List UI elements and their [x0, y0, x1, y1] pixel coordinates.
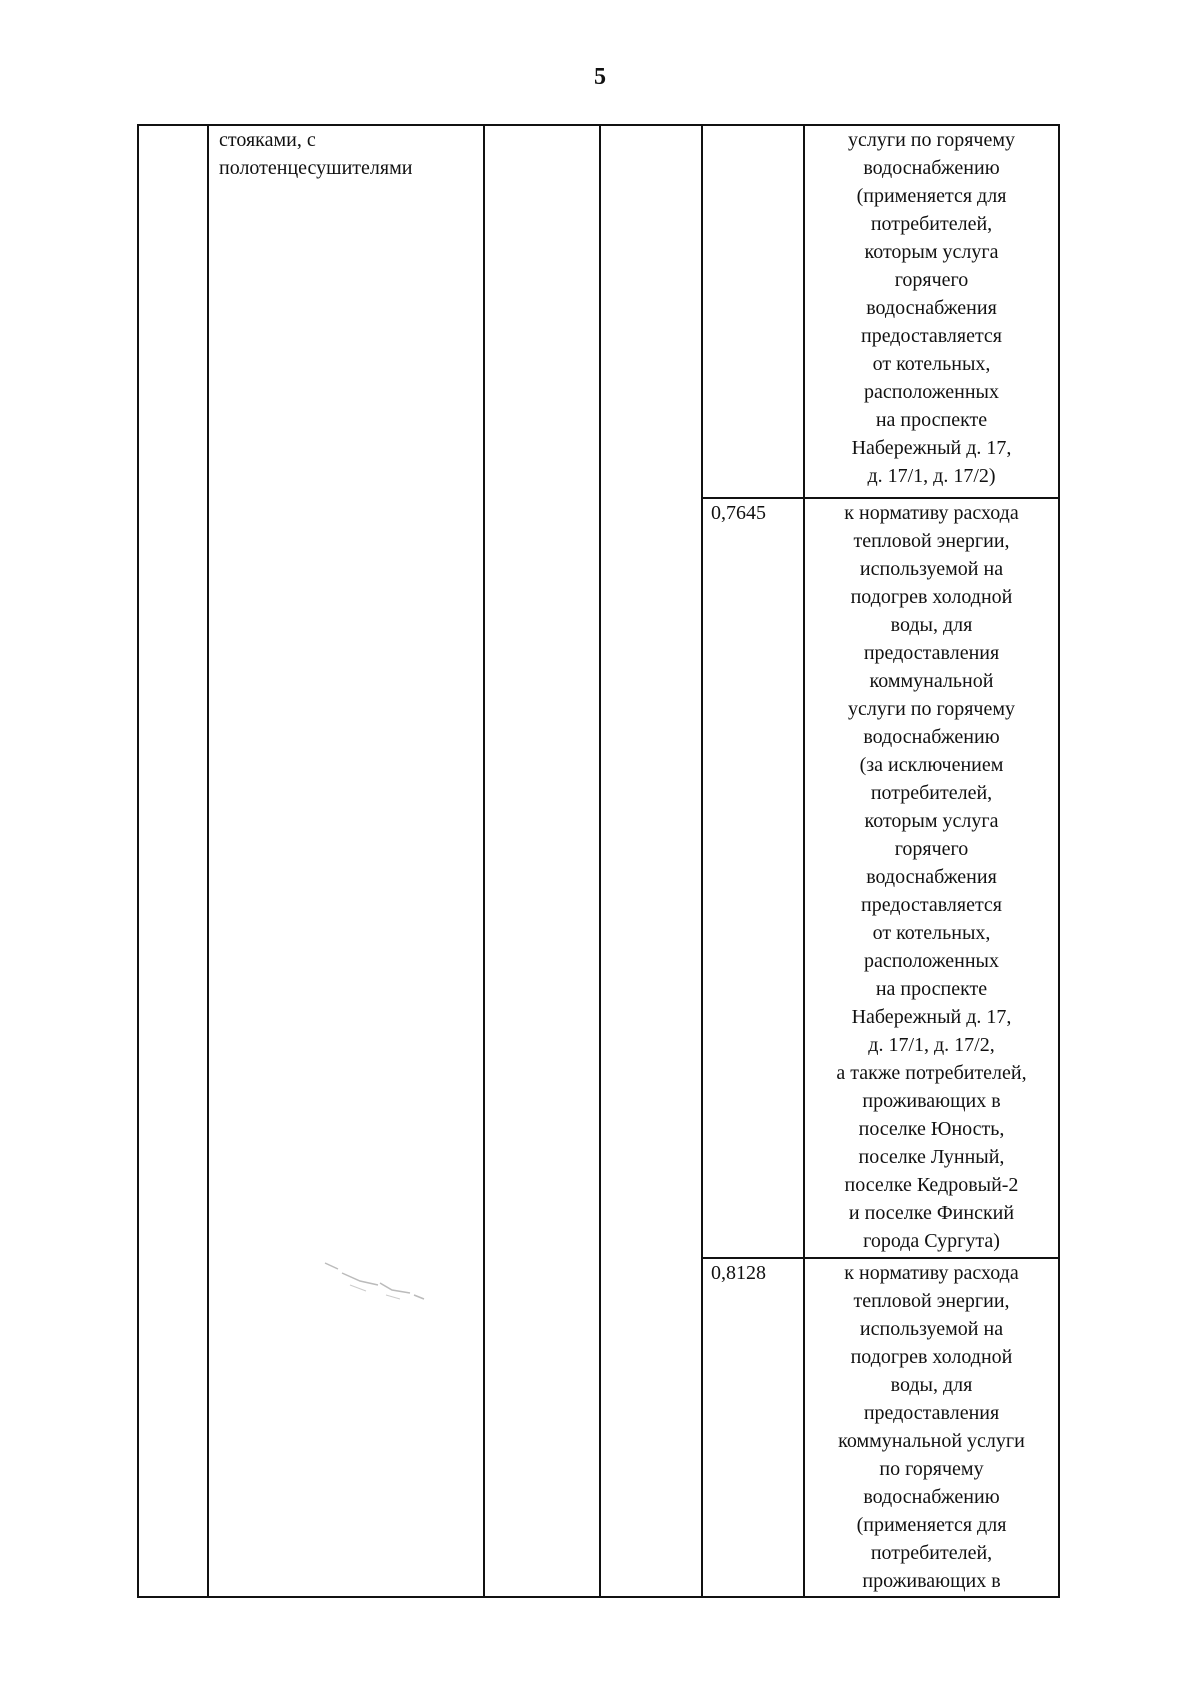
coefficient-cell — [702, 125, 804, 498]
scan-artifact — [320, 1255, 450, 1325]
page-number: 5 — [594, 64, 606, 90]
tariff-table — [137, 124, 1060, 1598]
empty-cell — [600, 125, 702, 1597]
description-cell: к нормативу расхода тепловой энергии, используемой на подогрев холодной воды, для предоставления коммунальной услуги по горячему водоснабжению (применяется для потребителей, проживающих в — [804, 1258, 1059, 1597]
table-row — [138, 125, 1059, 498]
coefficient-cell: 0,7645 — [702, 498, 804, 1258]
heating-type-cell: стояками, с полотенцесушителями — [208, 125, 484, 1597]
description-cell: услуги по горячему водоснабжению (применяется для потребителей, которым услуга горячего водоснабжения предоставляется от котельных, расположенных на проспекте Набережный д. 17, д. 17/1, д. 17/2) — [804, 125, 1059, 498]
empty-cell — [484, 125, 600, 1597]
description-cell: к нормативу расхода тепловой энергии, используемой на подогрев холодной воды, для предоставления коммунальной услуги по горячему водоснабжению (за исключением потребителей, которым услуга горячего водоснабжения предоставляется от котельных, расположенных на проспекте Набережный д. 17, д. 17/1, д. 17/2, а также потребителей, проживающих в поселке Юность, поселке Лунный, поселке Кедровый-2 и поселке Финский города Сургута) — [804, 498, 1059, 1258]
number-cell — [138, 125, 208, 1597]
coefficient-cell: 0,8128 — [702, 1258, 804, 1597]
